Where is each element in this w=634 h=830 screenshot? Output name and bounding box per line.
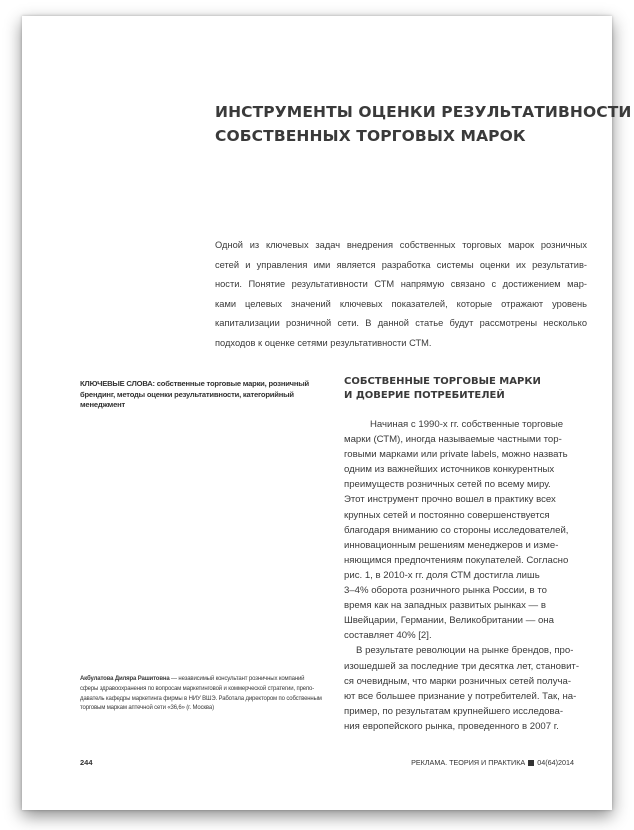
article-title-line: ИНСТРУМЕНТЫ ОЦЕНКИ РЕЗУЛЬТАТИВНОСТИ bbox=[215, 103, 632, 121]
keywords-line: менеджмент bbox=[80, 400, 126, 409]
section-heading bbox=[344, 375, 594, 403]
author-name: Акбулатова Диляра Рашитовна bbox=[80, 676, 170, 682]
journal-footer bbox=[411, 758, 574, 767]
journal-page bbox=[22, 16, 632, 810]
article-title bbox=[215, 100, 632, 148]
body-line: рис. 1, в 2010-х гг. доля СТМ достигла лишь bbox=[344, 569, 540, 581]
keywords-line: брендинг, методы оценки результативности, категорийный bbox=[80, 389, 294, 399]
author-bio-line bbox=[80, 675, 330, 685]
body-line: благодаря вниманию со стороны исследователей, bbox=[344, 524, 569, 536]
body-line: ют все большее признание у потребителей. Так, на- bbox=[344, 690, 577, 702]
body-line: Этот инструмент прочно вошел в практику всех bbox=[344, 494, 556, 506]
abstract-line: капитализации розничной сети. В данной статье будут рассмотрены несколько bbox=[215, 318, 587, 328]
body-line: ся очевидным, что марки розничных сетей получа- bbox=[344, 675, 572, 687]
keywords-line: КЛЮЧЕВЫЕ СЛОВА: собственные торговые марки, розничный bbox=[80, 379, 310, 388]
abstract-line: Одной из ключевых задач внедрения собственных торговых марок розничных bbox=[215, 240, 587, 250]
body-line: изошедшей за последние три десятка лет, становит- bbox=[344, 660, 580, 672]
article-title-line: СОБСТВЕННЫХ ТОРГОВЫХ МАРОК bbox=[215, 127, 526, 145]
body-line: марки (СТМ), иногда называемые частными тор- bbox=[344, 434, 562, 446]
body-line: 3–4% оборота розничного рынка России, в то bbox=[344, 585, 547, 597]
body-line: время как на западных развитых рынках — в bbox=[344, 600, 546, 612]
body-line: крупных сетей и постоянно совершенствуется bbox=[344, 509, 550, 521]
body-line: преимуществ розничных сетей по всему миру. bbox=[344, 479, 551, 491]
author-bio-text: — независимый консультант розничных компаний bbox=[169, 676, 305, 682]
abstract-line: подходов к оценке сетями результативности СТМ. bbox=[215, 337, 432, 348]
body-line: одним из важнейших источников конкурентных bbox=[344, 464, 555, 476]
article-abstract bbox=[215, 236, 587, 353]
author-bio-line: торговым маркам аптечной сети «36,6» (г. Москва) bbox=[80, 705, 214, 712]
body-line: Начиная с 1990-х гг. собственные торговые bbox=[370, 419, 564, 430]
keywords-block bbox=[80, 379, 326, 411]
author-bio-line: даватель кафедры маркетинга фирмы в НИУ ВШЭ. Работала директором по собственным bbox=[80, 695, 322, 702]
page-number: 244 bbox=[80, 758, 93, 767]
section-heading-line: СОБСТВЕННЫЕ ТОРГОВЫЕ МАРКИ bbox=[344, 376, 541, 387]
body-line: инновационным решениям менеджеров и изме- bbox=[344, 539, 559, 551]
square-bullet-icon bbox=[528, 760, 534, 766]
body-line: няющимся предпочтениям покупателей. Согласно bbox=[344, 554, 569, 566]
body-line: В результате революции на рынке брендов, про- bbox=[356, 645, 574, 657]
section-heading-line: И ДОВЕРИЕ ПОТРЕБИТЕЛЕЙ bbox=[344, 390, 505, 401]
body-line: ния европейского рынка, проведенного в 2007 г. bbox=[344, 720, 559, 732]
author-bio-line: сферы здравоохранения по вопросам маркетинговой и коммерческой стратегии, препо- bbox=[80, 685, 315, 692]
body-line: пример, по результатам крупнейшего исследова- bbox=[344, 705, 564, 717]
abstract-line: ности. Понятие результативности СТМ напрямую связано с достижением мар- bbox=[215, 279, 587, 289]
body-line: составляет 40% [2]. bbox=[344, 630, 432, 642]
body-line: говыми марками или private labels, можно назвать bbox=[344, 449, 568, 461]
journal-name: РЕКЛАМА. ТЕОРИЯ И ПРАКТИКА bbox=[411, 758, 526, 767]
body-text bbox=[344, 417, 592, 734]
author-bio bbox=[80, 675, 330, 714]
abstract-line: ками целевых значений ключевых показателей, которые отражают уровень bbox=[215, 298, 587, 309]
abstract-line: сетей и управления ими является разработка системы оценки их результатив- bbox=[215, 259, 587, 270]
issue-number: 04(64)2014 bbox=[537, 758, 574, 767]
body-line: Швейцарии, Германии, Великобритании — она bbox=[344, 615, 554, 627]
